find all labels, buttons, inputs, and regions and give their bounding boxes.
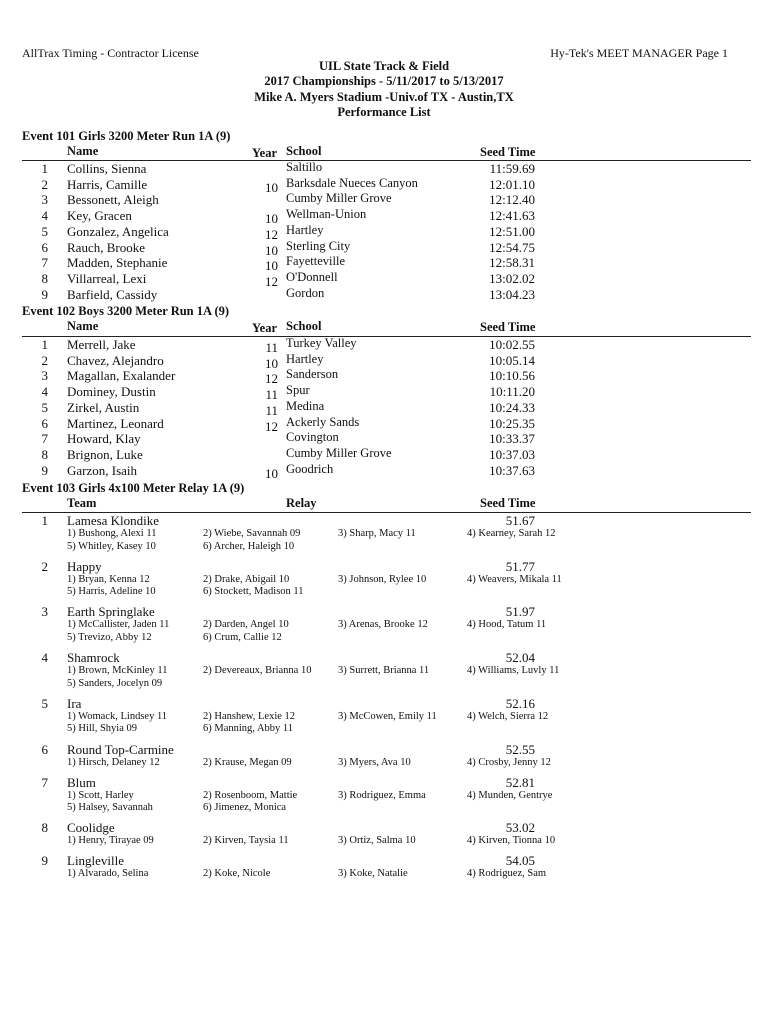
meet-title-line-1: UIL State Track & Field: [318, 59, 450, 73]
athlete-name: Villarreal, Lexi: [67, 270, 147, 286]
seed-time: 10:10.56: [489, 368, 535, 384]
place: 9: [41, 853, 48, 869]
relay-member: 6) Archer, Haleigh 10: [203, 540, 295, 552]
relay-member: 2) Koke, Nicole: [203, 868, 271, 880]
relay-team-row: [0, 775, 768, 790]
relay-team-block: [0, 820, 768, 848]
athlete-name: Gonzalez, Angelica: [67, 223, 169, 239]
seed-time: 51.77: [505, 558, 535, 574]
team-name: Blum: [67, 774, 96, 790]
seed-time: 11:59.69: [489, 161, 535, 176]
result-row: [0, 192, 768, 208]
relay-member: 4) Williams, Luvly 11: [467, 665, 560, 677]
relay-team-block: [0, 775, 768, 815]
athlete-year: 12: [265, 371, 278, 387]
athlete-name: Bessonett, Aleigh: [67, 192, 159, 208]
meet-title-block: [0, 59, 768, 120]
school-name: Sanderson: [286, 367, 339, 382]
school-name: Hartley: [286, 222, 324, 237]
event-103-col-seed: Seed Time: [480, 496, 536, 510]
seed-time: 52.16: [505, 695, 535, 711]
relay-members-row: [0, 757, 768, 770]
result-row: [0, 207, 768, 227]
place: 6: [41, 415, 48, 431]
relay-alternates-row: [0, 541, 768, 554]
seed-time: 52.04: [505, 650, 535, 666]
event-102-title: Event 102 Boys 3200 Meter Run 1A (9): [22, 304, 230, 318]
athlete-name: Harris, Camille: [67, 176, 148, 192]
relay-member: 3) Arenas, Brooke 12: [338, 619, 428, 631]
relay-member: 2) Wiebe, Savannah 09: [203, 528, 301, 539]
school-name: Sterling City: [286, 238, 351, 253]
relay-member: 3) Koke, Natalie: [338, 868, 408, 880]
relay-members-row: [0, 528, 768, 541]
relay-member: 4) Kearney, Sarah 12: [467, 528, 556, 539]
seed-time: 10:37.03: [489, 446, 535, 462]
relay-members-row: [0, 790, 768, 803]
athlete-name: Collins, Sienna: [67, 161, 147, 176]
result-row: [0, 367, 768, 387]
school-name: Cumby Miller Grove: [286, 445, 392, 460]
team-name: Coolidge: [67, 820, 115, 836]
result-row: [0, 224, 768, 240]
relay-member: 4) Crosby, Jenny 12: [467, 756, 551, 768]
relay-team-row: [0, 650, 768, 665]
athlete-year: 10: [265, 242, 278, 258]
place: 1: [41, 161, 48, 176]
seed-time: 52.81: [505, 774, 535, 790]
place: 5: [41, 695, 48, 711]
result-row: [0, 254, 768, 274]
relay-member: 4) Weavers, Mikala 11: [467, 573, 562, 585]
relay-member: 1) McCallister, Jaden 11: [67, 619, 170, 631]
place: 1: [41, 513, 48, 528]
relay-member: 1) Womack, Lindsey 11: [67, 710, 168, 722]
team-name: Happy: [67, 558, 102, 574]
relay-member: 1) Bushong, Alexi 11: [67, 528, 157, 539]
seed-time: 51.97: [505, 604, 535, 620]
meet-title-line-2: 2017 Championships - 5/11/2017 to 5/13/2017: [264, 74, 504, 89]
athlete-name: Chavez, Alejandro: [67, 352, 164, 368]
event-103-col-relay: Relay: [286, 496, 317, 510]
place: 8: [41, 820, 48, 836]
place: 6: [41, 239, 48, 255]
seed-time: 10:05.14: [489, 352, 535, 368]
relay-team-block: [0, 513, 768, 553]
place: 2: [41, 352, 48, 368]
relay-member: 2) Rosenboom, Mattie: [203, 789, 298, 801]
athlete-year: 12: [265, 273, 278, 289]
relay-member: 1) Brown, McKinley 11: [67, 665, 168, 677]
athlete-name: Rauch, Brooke: [67, 239, 145, 255]
place: 8: [41, 270, 48, 286]
header-left: AllTrax Timing - Contractor License: [22, 46, 199, 60]
place: 1: [41, 337, 48, 352]
relay-member: 4) Rodriguez, Sam: [467, 868, 547, 880]
relay-member: 1) Scott, Harley: [67, 789, 134, 801]
place: 7: [41, 431, 48, 447]
relay-member: 4) Kirven, Tionna 10: [467, 835, 556, 847]
relay-team-row: [0, 696, 768, 711]
school-name: Cumby Miller Grove: [286, 191, 392, 206]
relay-team-block: [0, 604, 768, 644]
event-102-col-seed: Seed Time: [480, 320, 536, 334]
team-name: Lingleville: [67, 853, 125, 869]
relay-alternates-row: [0, 632, 768, 645]
athlete-year: 11: [265, 387, 278, 403]
result-row: [0, 271, 768, 287]
team-name: Shamrock: [67, 650, 120, 666]
seed-time: 12:01.10: [489, 176, 535, 192]
relay-member: 4) Munden, Gentrye: [467, 789, 553, 801]
relay-member: 1) Alvarado, Selina: [67, 868, 149, 880]
result-row: [0, 161, 768, 177]
school-name: Spur: [286, 383, 310, 398]
relay-member: 6) Stockett, Madison 11: [203, 586, 304, 598]
team-name: Lamesa Klondike: [67, 513, 160, 528]
result-row: [0, 447, 768, 463]
relay-member: 6) Manning, Abby 11: [203, 723, 294, 735]
place: 5: [41, 223, 48, 239]
relay-alternates-row: [0, 723, 768, 736]
seed-time: 12:12.40: [489, 192, 535, 208]
relay-member: 4) Hood, Tatum 11: [467, 619, 547, 631]
relay-member: 5) Hill, Shyia 09: [67, 723, 137, 735]
school-name: Ackerly Sands: [286, 414, 360, 429]
athlete-year: 10: [265, 211, 278, 227]
place: 7: [41, 774, 48, 790]
relay-member: 1) Henry, Tirayae 09: [67, 835, 154, 847]
event-102-col-school: School: [286, 319, 322, 333]
athlete-year: 10: [265, 465, 278, 481]
relay-team-row: [0, 853, 768, 868]
athlete-name: Key, Gracen: [67, 208, 132, 224]
seed-time: 12:58.31: [489, 255, 535, 271]
relay-member: 3) Ortiz, Salma 10: [338, 835, 416, 847]
athlete-year: 10: [265, 179, 278, 195]
meet-title-line-4: Performance List: [337, 104, 431, 119]
relay-member: 2) Kirven, Taysia 11: [203, 835, 289, 847]
result-row: [0, 383, 768, 403]
team-name: Earth Springlake: [67, 604, 155, 620]
athlete-name: Zirkel, Austin: [67, 399, 140, 415]
relay-member: 5) Sanders, Jocelyn 09: [67, 677, 163, 689]
result-row: [0, 416, 768, 432]
athlete-year: 12: [265, 418, 278, 434]
school-name: Gordon: [286, 285, 325, 300]
athlete-name: Madden, Stephanie: [67, 255, 168, 271]
seed-time: 10:24.33: [489, 399, 535, 415]
place: 5: [41, 399, 48, 415]
result-row: [0, 337, 768, 353]
school-name: O'Donnell: [286, 269, 338, 284]
result-row: [0, 400, 768, 416]
result-row: [0, 431, 768, 447]
relay-member: 5) Harris, Adeline 10: [67, 586, 156, 598]
relay-team-block: [0, 853, 768, 881]
seed-time: 51.67: [505, 513, 535, 528]
athlete-year: 12: [265, 226, 278, 242]
relay-team-row: [0, 604, 768, 619]
place: 3: [41, 368, 48, 384]
relay-member: 2) Krause, Megan 09: [203, 756, 292, 768]
relay-member: 3) Myers, Ava 10: [338, 756, 411, 768]
result-row: [0, 353, 768, 369]
relay-members-row: [0, 711, 768, 724]
place: 9: [41, 462, 48, 478]
seed-time: 10:11.20: [489, 384, 535, 400]
event-101-col-school: School: [286, 144, 322, 158]
athlete-name: Howard, Klay: [67, 431, 141, 447]
relay-team-row: [0, 513, 768, 528]
school-name: Medina: [286, 398, 325, 413]
result-row: [0, 240, 768, 256]
header-right: Hy-Tek's MEET MANAGER Page 1: [550, 46, 728, 60]
relay-alternates-row: [0, 678, 768, 691]
athlete-name: Garzon, Isaih: [67, 462, 138, 478]
relay-member: 5) Whitley, Kasey 10: [67, 540, 156, 552]
relay-member: 1) Hirsch, Delaney 12: [67, 756, 160, 768]
result-row: [0, 177, 768, 193]
relay-member: 5) Halsey, Savannah: [67, 802, 153, 814]
seed-time: 12:54.75: [489, 239, 535, 255]
relay-team-row: [0, 820, 768, 835]
athlete-name: Merrell, Jake: [67, 337, 136, 352]
relay-team-block: [0, 650, 768, 690]
relay-team-block: [0, 742, 768, 770]
athlete-name: Brignon, Luke: [67, 446, 143, 462]
relay-member: 5) Trevizo, Abby 12: [67, 631, 152, 643]
school-name: Goodrich: [286, 461, 334, 476]
relay-members-row: [0, 868, 768, 881]
seed-time: 10:25.35: [489, 415, 535, 431]
relay-members-row: [0, 665, 768, 678]
event-101-col-name: Name: [67, 144, 99, 158]
seed-time: 13:04.23: [489, 286, 535, 302]
team-name: Ira: [67, 695, 82, 711]
team-name: Round Top-Carmine: [67, 741, 174, 757]
relay-team-block: [0, 696, 768, 736]
relay-member: 6) Jimenez, Monica: [203, 802, 287, 814]
place: 7: [41, 255, 48, 271]
school-name: Turkey Valley: [286, 336, 357, 350]
school-name: Barksdale Nueces Canyon: [286, 175, 418, 190]
school-name: Wellman-Union: [286, 207, 367, 222]
relay-member: 1) Bryan, Kenna 12: [67, 573, 150, 585]
seed-time: 10:02.55: [489, 337, 535, 352]
place: 4: [41, 384, 48, 400]
athlete-year: 11: [265, 402, 278, 418]
result-row: [0, 463, 768, 479]
relay-member: 3) McCowen, Emily 11: [338, 710, 437, 722]
school-name: Hartley: [286, 351, 324, 366]
athlete-name: Magallan, Exalander: [67, 368, 176, 384]
school-name: Fayetteville: [286, 254, 346, 269]
athlete-name: Dominey, Dustin: [67, 384, 156, 400]
place: 8: [41, 446, 48, 462]
place: 2: [41, 558, 48, 574]
seed-time: 53.02: [505, 820, 535, 836]
seed-time: 12:51.00: [489, 223, 535, 239]
place: 6: [41, 741, 48, 757]
relay-members-row: [0, 574, 768, 587]
meet-title-line-3: Mike A. Myers Stadium -Univ.of TX - Austin,TX: [254, 89, 514, 104]
event-103-title: Event 103 Girls 4x100 Meter Relay 1A (9): [22, 481, 245, 495]
event-102-col-name: Name: [67, 319, 99, 333]
seed-time: 54.05: [505, 853, 535, 869]
event-101-col-year: Year: [252, 146, 277, 160]
athlete-name: Martinez, Leonard: [67, 415, 164, 431]
relay-member: 6) Crum, Callie 12: [203, 631, 282, 643]
relay-team-row: [0, 559, 768, 574]
event-101-col-seed: Seed Time: [480, 145, 536, 159]
relay-members-row: [0, 619, 768, 632]
place: 2: [41, 176, 48, 192]
place: 9: [41, 286, 48, 302]
result-row: [0, 287, 768, 303]
place: 4: [41, 650, 48, 666]
relay-alternates-row: [0, 586, 768, 599]
place: 3: [41, 604, 48, 620]
place: 3: [41, 192, 48, 208]
athlete-year: 10: [265, 258, 278, 274]
event-103-col-team: Team: [67, 496, 97, 510]
event-102-col-year: Year: [252, 321, 277, 335]
relay-member: 2) Devereaux, Brianna 10: [203, 665, 312, 677]
athlete-year: 11: [265, 340, 278, 355]
event-101-title: Event 101 Girls 3200 Meter Run 1A (9): [22, 129, 231, 143]
relay-alternates-row: [0, 802, 768, 815]
relay-member: 3) Rodriguez, Emma: [338, 789, 426, 801]
relay-member: 2) Drake, Abigail 10: [203, 573, 290, 585]
seed-time: 10:33.37: [489, 431, 535, 447]
relay-member: 3) Sharp, Macy 11: [338, 528, 416, 539]
seed-time: 52.55: [505, 741, 535, 757]
relay-members-row: [0, 835, 768, 848]
relay-member: 3) Johnson, Rylee 10: [338, 573, 427, 585]
relay-team-block: [0, 559, 768, 599]
seed-time: 13:02.02: [489, 270, 535, 286]
athlete-year: 10: [265, 355, 278, 371]
school-name: Saltillo: [286, 160, 323, 174]
relay-member: 4) Welch, Sierra 12: [467, 710, 549, 722]
relay-member: 3) Surrett, Brianna 11: [338, 665, 430, 677]
seed-time: 12:41.63: [489, 208, 535, 224]
place: 4: [41, 208, 48, 224]
relay-member: 2) Hanshew, Lexie 12: [203, 710, 296, 722]
relay-member: 2) Darden, Angel 10: [203, 619, 289, 631]
school-name: Covington: [286, 430, 339, 445]
seed-time: 10:37.63: [489, 462, 535, 478]
athlete-name: Barfield, Cassidy: [67, 286, 158, 302]
relay-team-row: [0, 742, 768, 757]
